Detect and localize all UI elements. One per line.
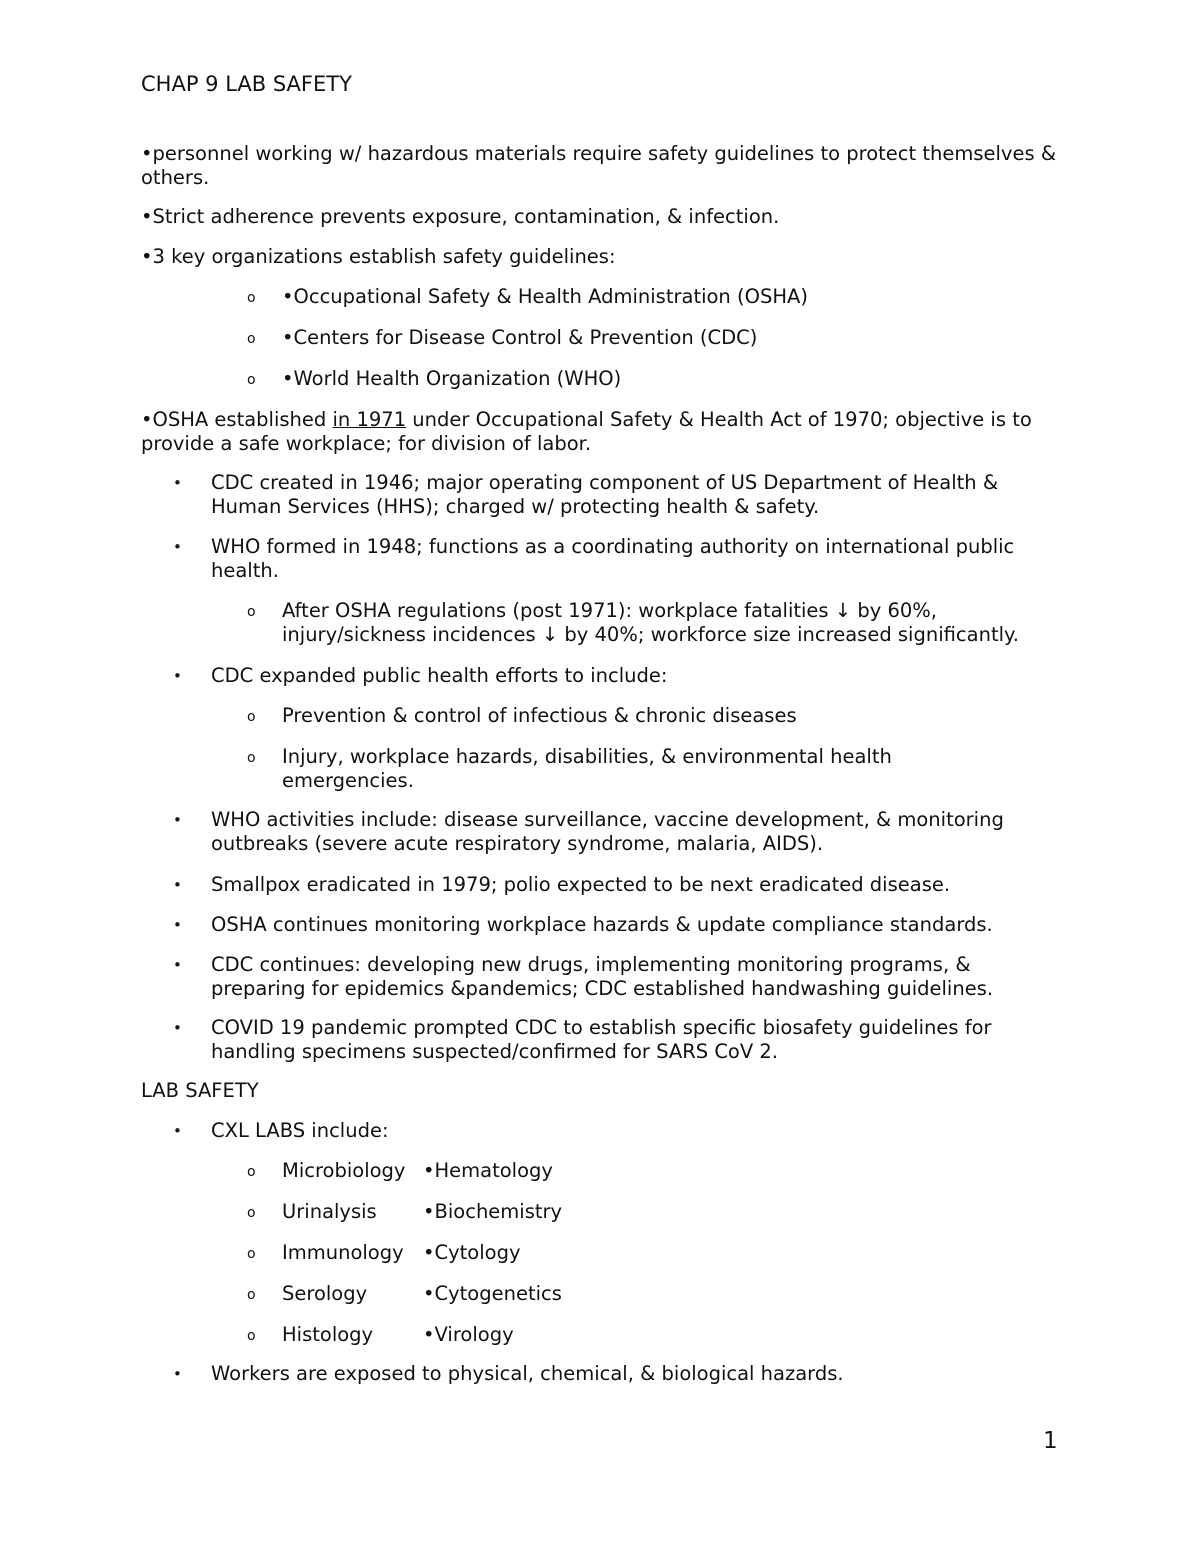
sub-bullet-marker: o — [247, 290, 256, 306]
lab-safety-heading: LAB SAFETY — [141, 1079, 259, 1102]
bullet-marker: • — [173, 1019, 182, 1037]
bullet-covid: COVID 19 pandemic prompted CDC to establish specific biosafety guidelines for handling specimens suspected/confirmed for SARS CoV 2. — [211, 1016, 992, 1063]
lab-cytogenetics: •Cytogenetics — [423, 1282, 562, 1305]
lab-hematology: •Hematology — [423, 1159, 553, 1182]
bullet-marker: • — [173, 538, 182, 556]
sub-bullet-marker: o — [247, 1328, 256, 1344]
org-who: •World Health Organization (WHO) — [282, 367, 622, 390]
bullet-marker: • — [173, 667, 182, 685]
sub-bullet-marker: o — [247, 709, 256, 725]
intro-paragraph-3: •3 key organizations establish safety guidelines: — [141, 245, 616, 268]
bullet-marker: • — [173, 956, 182, 974]
sub-after-osha-line2: injury/sickness incidences ↓ by 40%; workforce size increased significantly. — [282, 623, 1019, 646]
bullet-who-activities: WHO activities include: disease surveillance, vaccine development, & monitoring outbreaks (severe acute respiratory syndrome, malaria, AIDS). — [211, 808, 1004, 855]
page-title: CHAP 9 LAB SAFETY — [141, 72, 352, 96]
lab-serology: Serology — [282, 1282, 368, 1305]
org-cdc: •Centers for Disease Control & Prevention (CDC) — [282, 326, 758, 349]
bullet-who-formed: WHO formed in 1948; functions as a coordinating authority on international public health. — [211, 535, 1015, 582]
lab-immunology: Immunology — [282, 1241, 404, 1264]
org-osha: •Occupational Safety & Health Administration (OSHA) — [282, 285, 808, 308]
lab-biochemistry: •Biochemistry — [423, 1200, 563, 1223]
osha-text-before: •OSHA established — [141, 408, 333, 431]
bullet-marker: • — [173, 1122, 182, 1140]
bullet-marker: • — [173, 474, 182, 492]
bullet-cdc-continues: CDC continues: developing new drugs, implementing monitoring programs, & preparing for epidemics &pandemics; CDC established handwashing guidelines. — [211, 953, 994, 1000]
bullet-cdc-expanded: CDC expanded public health efforts to include: — [211, 664, 668, 687]
page-number: 1 — [1043, 1428, 1058, 1454]
lab-urinalysis: Urinalysis — [282, 1200, 377, 1223]
sub-bullet-marker: o — [247, 604, 256, 620]
bullet-smallpox: Smallpox eradicated in 1979; polio expected to be next eradicated disease. — [211, 873, 951, 896]
bullet-cdc-created: CDC created in 1946; major operating component of US Department of Health & Human Services (HHS); charged w/ protecting health & safety. — [211, 471, 999, 518]
bullet-marker: • — [173, 916, 182, 934]
bullet-workers: Workers are exposed to physical, chemical, & biological hazards. — [211, 1362, 844, 1385]
lab-cytology: •Cytology — [423, 1241, 521, 1264]
sub-bullet-marker: o — [247, 1164, 256, 1180]
intro-paragraph-2: •Strict adherence prevents exposure, contamination, & infection. — [141, 205, 780, 228]
lab-microbiology: Microbiology — [282, 1159, 406, 1182]
sub-cdc-injury: Injury, workplace hazards, disabilities, & environmental health emergencies. — [282, 745, 892, 792]
sub-after-osha-line1: After OSHA regulations (post 1971): workplace fatalities ↓ by 60%, — [282, 599, 937, 622]
bullet-osha-continues: OSHA continues monitoring workplace hazards & update compliance standards. — [211, 913, 993, 936]
bullet-marker: • — [173, 876, 182, 894]
intro-paragraph-1: •personnel working w/ hazardous materials require safety guidelines to protect themselves & others. — [141, 142, 1057, 189]
sub-bullet-marker: o — [247, 372, 256, 388]
lab-virology: •Virology — [423, 1323, 514, 1346]
bullet-cxl-labs: CXL LABS include: — [211, 1119, 389, 1142]
sub-bullet-marker: o — [247, 1287, 256, 1303]
osha-paragraph — [141, 408, 1071, 456]
osha-year-underlined: in 1971 — [332, 408, 407, 431]
lab-histology: Histology — [282, 1323, 374, 1346]
sub-bullet-marker: o — [247, 750, 256, 766]
bullet-marker: • — [173, 811, 182, 829]
bullet-marker: • — [173, 1365, 182, 1383]
sub-bullet-marker: o — [247, 1205, 256, 1221]
sub-bullet-marker: o — [247, 331, 256, 347]
osha-text-after: under Occupational Safety & Health Act of 1970; objective is to provide a safe workplace; for division of labor. — [141, 408, 1032, 455]
sub-bullet-marker: o — [247, 1246, 256, 1262]
sub-cdc-prevention: Prevention & control of infectious & chronic diseases — [282, 704, 797, 727]
